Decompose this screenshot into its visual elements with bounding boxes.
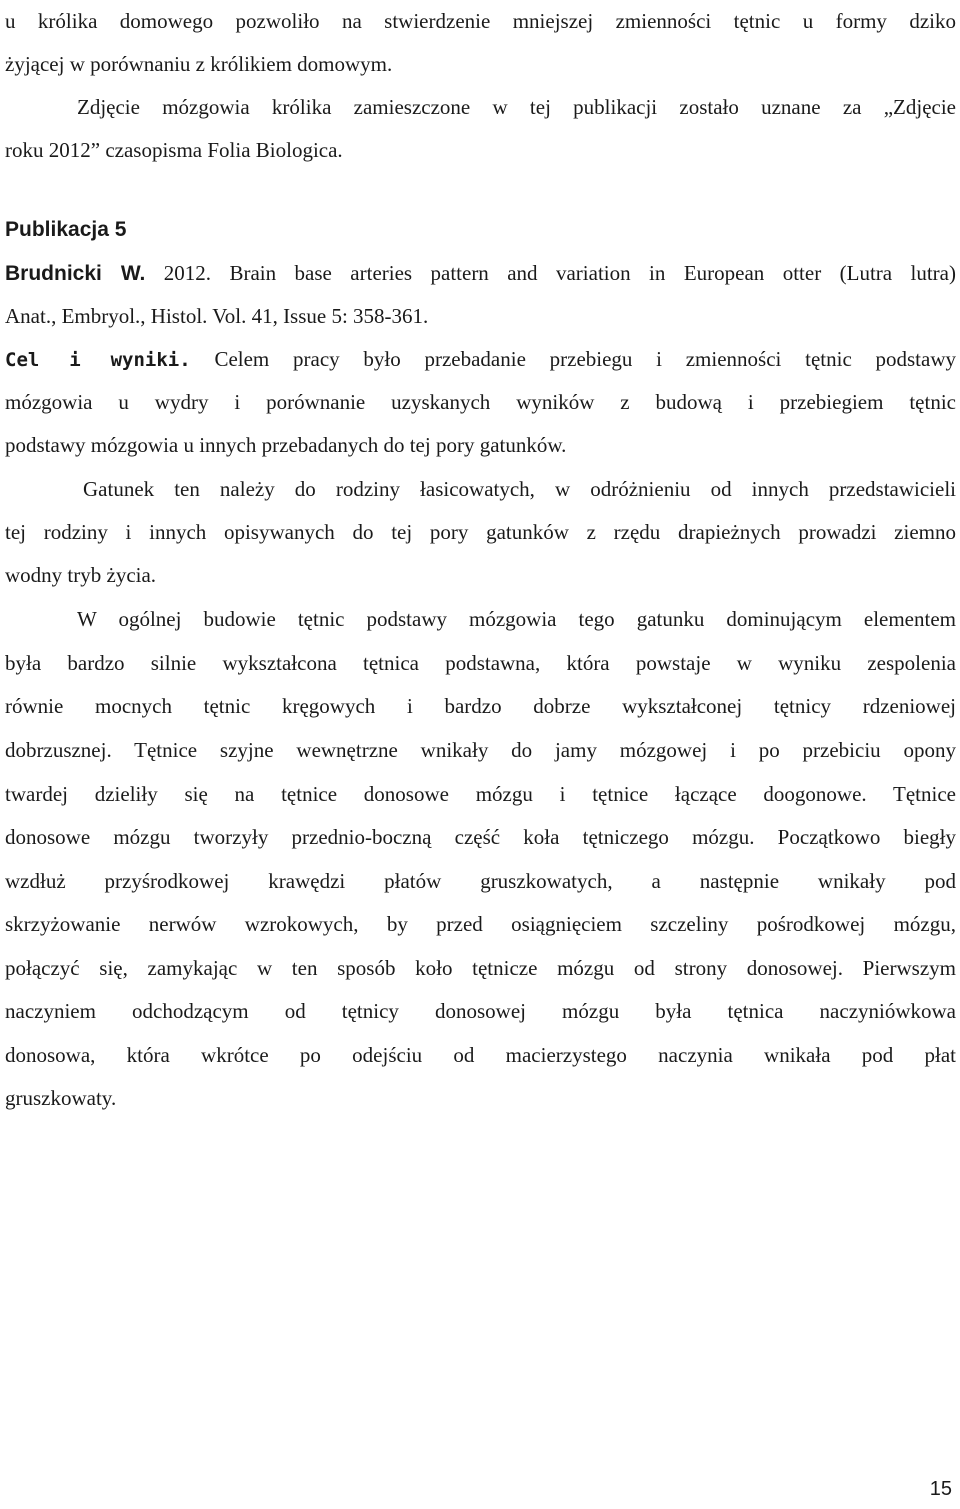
text-line: podstawy mózgowia u innych przebadanych do tej pory gatunków. — [5, 433, 567, 457]
text-line: żyjącej w porównaniu z królikiem domowym. — [5, 52, 393, 76]
text-line: roku 2012” czasopisma Folia Biologica. — [5, 138, 343, 162]
text-line: wodny tryb życia. — [5, 563, 157, 587]
text-line: gruszkowaty. — [5, 1086, 117, 1110]
text-line: u królika domowego pozwoliło na stwierdzenie mniejszej zmienności tętnic u formy dziko — [5, 9, 956, 33]
section-text: Celem pracy było przebadanie przebiegu i zmienności tętnic podstawy — [190, 347, 956, 371]
citation-text: 2012. Brain base arteries pattern and variation in European otter (Lutra lutra) — [145, 261, 956, 285]
text-line: naczyniem odchodzącym od tętnicy donosowej mózgu była tętnica naczyniówkowa — [5, 999, 956, 1023]
text-line: dobrzusznej. Tętnice szyjne wewnętrzne wnikały do jamy mózgowej i po przebiciu opony — [5, 738, 956, 762]
section-lead: Cel i wyniki. — [5, 349, 191, 371]
text-line: donosowa, która wkrótce po odejściu od macierzystego naczynia wnikała pod płat — [5, 1043, 956, 1067]
text-line: donosowe mózgu tworzyły przednio-boczną część koła tętniczego mózgu. Początkowo biegły — [5, 825, 956, 849]
publication-heading: Publikacja 5 — [5, 218, 127, 241]
text-line: połączyć się, zamykając w ten sposób koło tętnicze mózgu od strony donosowej. Pierwszym — [5, 956, 956, 980]
text-line: mózgowia u wydry i porównanie uzyskanych wyników z budową i przebiegiem tętnic — [5, 390, 956, 414]
text-line: Zdjęcie mózgowia królika zamieszczone w tej publikacji zostało uznane za „Zdjęcie — [77, 95, 956, 119]
section-line — [5, 346, 956, 373]
page-number: 15 — [929, 1478, 952, 1500]
text-line: wzdłuż przyśrodkowej krawędzi płatów gruszkowatych, a następnie wnikały pod — [5, 869, 956, 893]
citation-line: Anat., Embryol., Histol. Vol. 41, Issue 5: 358-361. — [5, 304, 429, 328]
text-line: tej rodziny i innych opisywanych do tej pory gatunków z rzędu drapieżnych prowadzi ziemno — [5, 520, 956, 544]
citation-line — [5, 260, 956, 287]
text-line: skrzyżowanie nerwów wzrokowych, by przed osiągnięciem szczeliny pośrodkowej mózgu, — [5, 912, 956, 936]
text-line: równie mocnych tętnic kręgowych i bardzo dobrze wykształconej tętnicy rdzeniowej — [5, 694, 956, 718]
citation-author: Brudnicki W. — [5, 262, 146, 285]
text-line: Gatunek ten należy do rodziny łasicowatych, w odróżnieniu od innych przedstawicieli — [83, 477, 956, 501]
text-line: była bardzo silnie wykształcona tętnica podstawna, która powstaje w wyniku zespolenia — [5, 651, 956, 675]
text-line: W ogólnej budowie tętnic podstawy mózgowia tego gatunku dominującym elementem — [77, 607, 956, 631]
text-line: twardej dzieliły się na tętnice donosowe mózgu i tętnice łączące doogonowe. Tętnice — [5, 782, 956, 806]
